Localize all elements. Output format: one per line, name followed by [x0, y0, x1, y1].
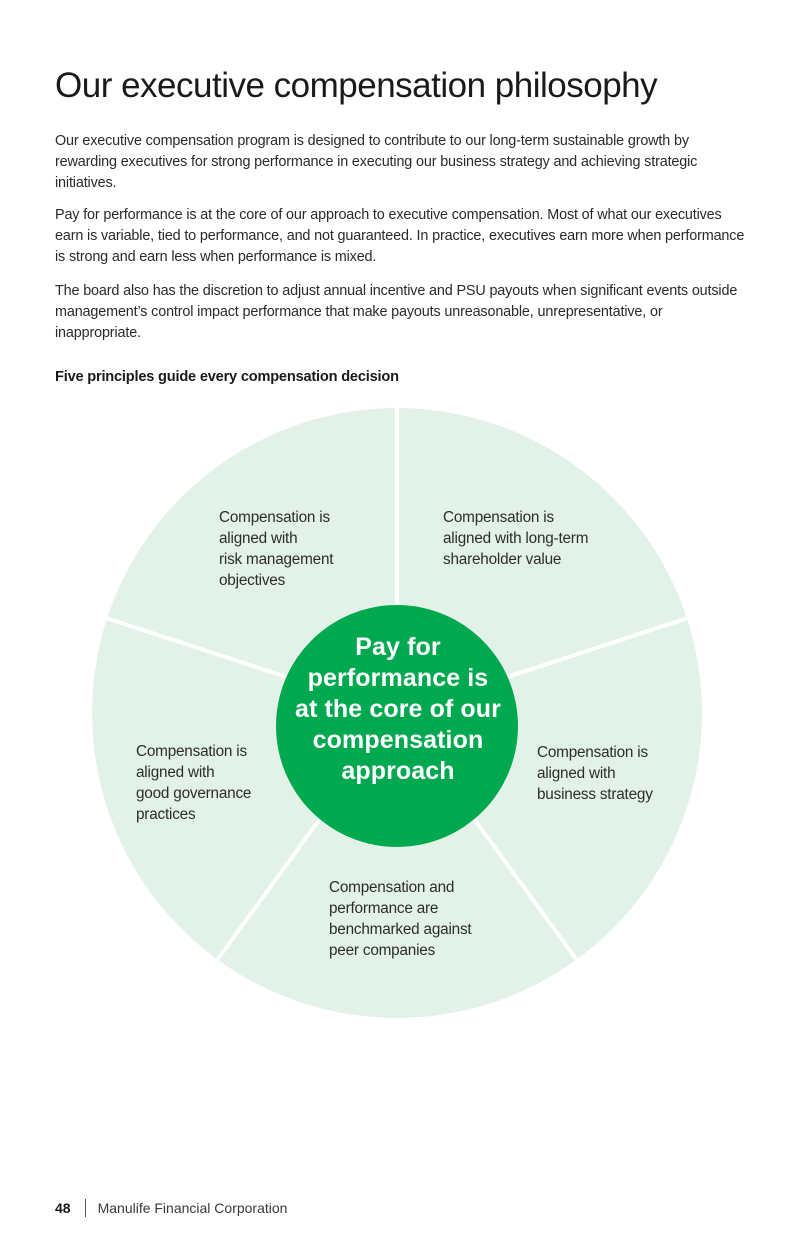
principle-line: good governance: [136, 785, 252, 802]
principle-line: Compensation is: [537, 744, 648, 761]
principle-line: Compensation is: [443, 509, 554, 526]
principle-line: peer companies: [329, 942, 436, 959]
page-footer: [55, 1199, 287, 1217]
principle-line: aligned with: [537, 765, 616, 782]
center-line: approach: [341, 757, 455, 785]
principle-line: objectives: [219, 572, 286, 589]
pay-for-performance-paragraph: Pay for performance is at the core of our approach to executive compensation. Most of what our executives earn is variable, tied to performance, and not guaranteed. In practice, executives earn more when performance is strong and earn less when performance is mixed.: [55, 207, 745, 265]
principle-peer-benchmarking: [329, 877, 471, 961]
principle-line: aligned with: [219, 530, 298, 547]
page-number: 48: [55, 1200, 71, 1216]
center-line: compensation: [312, 726, 484, 754]
footer-divider: [85, 1199, 86, 1217]
principle-line: aligned with long-term: [443, 530, 589, 547]
principle-business-strategy: [537, 742, 653, 805]
center-line: performance is: [307, 664, 489, 692]
principle-line: shareholder value: [443, 551, 562, 568]
principle-line: Compensation is: [219, 509, 330, 526]
principle-line: aligned with: [136, 764, 215, 781]
principle-line: Compensation is: [136, 743, 247, 760]
principle-line: Compensation and: [329, 879, 455, 896]
principle-good-governance: [136, 741, 251, 825]
principle-line: risk management: [219, 551, 334, 568]
principle-line: benchmarked against: [329, 921, 472, 938]
principle-risk-management: [219, 507, 333, 591]
principles-subheading: Five principles guide every compensation decision: [55, 369, 399, 385]
principle-shareholder-value: [443, 507, 588, 570]
center-line: at the core of our: [295, 695, 501, 723]
principle-line: performance are: [329, 900, 439, 917]
company-name: Manulife Financial Corporation: [97, 1200, 288, 1216]
principle-line: practices: [136, 806, 196, 823]
center-line: Pay for: [355, 633, 441, 661]
intro-paragraph: Our executive compensation program is designed to contribute to our long-term sustainable growth by rewarding executives for strong performance in executing our business strategy and achieving strategic initiatives.: [55, 133, 698, 191]
page-title: Our executive compensation philosophy: [55, 66, 658, 105]
principle-line: business strategy: [537, 786, 653, 803]
center-statement: [276, 632, 520, 787]
board-discretion-paragraph: The board also has the discretion to adjust annual incentive and PSU payouts when significant events outside management’s control impact performance that make payouts unreasonable, unrepresentative, or inappropriate.: [55, 283, 738, 341]
